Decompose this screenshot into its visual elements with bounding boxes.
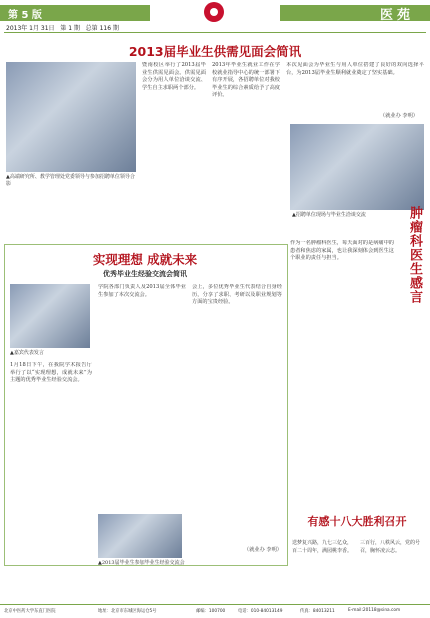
section-title: 医苑: [379, 8, 414, 23]
article-1-photo-caption: ▲高端研究所、教学管理处党委领导与参加招聘单位领导合影: [6, 174, 135, 187]
page-number: 第 5 版: [8, 10, 42, 21]
footer-postcode: 邮编：100700: [196, 609, 226, 614]
article-2-col-c: 会上，多位优秀毕业生代表结合自身经历，分享了求职、考研以及职业规划等方面的宝贵经验。: [192, 284, 282, 305]
article-2-col-a: 1月18日下午，在我院学术报告厅举行了以“实现理想，成就未来”为主题的优秀毕业生经验交流会。: [10, 362, 92, 383]
footer: [0, 604, 430, 618]
article-4-title: 有感十八大胜利召开: [307, 515, 407, 528]
article-1-photo: [6, 62, 136, 172]
article-1-title: 2013届毕业生供需见面会简讯: [128, 44, 302, 59]
masthead: [0, 0, 430, 34]
article-2-photo-2-caption: ▲2013届毕业生参加毕业生经验交流会: [98, 560, 185, 566]
poem-col-b: 三百行，八秩风云，党的号召，胸怀凌云志。: [360, 540, 421, 554]
article-1-col-c: 本次见面会为毕业生与用人单位搭建了良好的双向选择平台，为2013届毕业生顺利就业奠定了坚实基础。: [286, 62, 424, 76]
issue-date: 2013年 1月 31日: [6, 25, 55, 32]
article-4-poem: [290, 540, 424, 584]
dateline: [6, 23, 119, 32]
article-1-photo-2-caption: ▲招聘单位现场与毕业生洽谈交流: [292, 212, 366, 218]
article-2-photo: [10, 284, 90, 348]
article-1-col-a: 暨南校区举行了2013届毕业生供需见面会。供需见面会分为用人单位洽谈交流、学生自主求职两个部分。: [142, 62, 206, 91]
article-3-body: 作为一名肿瘤科医生，每天面对的是病痛中的患者和焦虑的家属，也让我深刻体会到医生这个职业的责任与担当。: [290, 240, 394, 261]
poem-col-a: 送梦复兴路，九七三亿众，百二十周年，满园桃李香。: [292, 540, 353, 554]
article-2-title: 实现理想 成就未来: [92, 252, 198, 267]
article-2-subtitle: 优秀毕业生经验交流会简讯: [103, 270, 187, 278]
footer-fax: 传真：84013211: [300, 609, 335, 614]
footer-phone: 电话：010-84013149: [238, 609, 283, 614]
article-1-photo-2: [290, 124, 424, 210]
hospital-logo-icon: [204, 2, 224, 22]
article-2-col-b: 学院各部门负责人及2013届全体毕业生参加了本次交流会。: [98, 284, 186, 298]
article-2-photo-caption: ▲嘉宾代表发言: [10, 350, 44, 356]
article-3-title: 肿瘤科医生感言: [407, 206, 422, 304]
article-1-byline: （就业办 李明）: [380, 113, 418, 119]
footer-address: 地址：北京市东城区海运仓5号: [98, 609, 157, 614]
issue-total: 总第 116 期: [85, 25, 119, 32]
footer-editor: 北京中医药大学东直门医院: [4, 609, 56, 614]
masthead-rule: [4, 32, 426, 33]
article-2-photo-2: [98, 514, 182, 558]
article-1-col-b: 2013年毕业生就业工作在学校就业指导中心的统一部署下有序开展，各招聘单位对我校毕业生的综合素质给予了高度评价。: [212, 62, 280, 98]
article-2-byline: （就业办 李明）: [244, 547, 282, 553]
footer-email: E-mail:20118@sina.com: [348, 608, 401, 613]
issue-number: 第 1 期: [60, 25, 80, 32]
